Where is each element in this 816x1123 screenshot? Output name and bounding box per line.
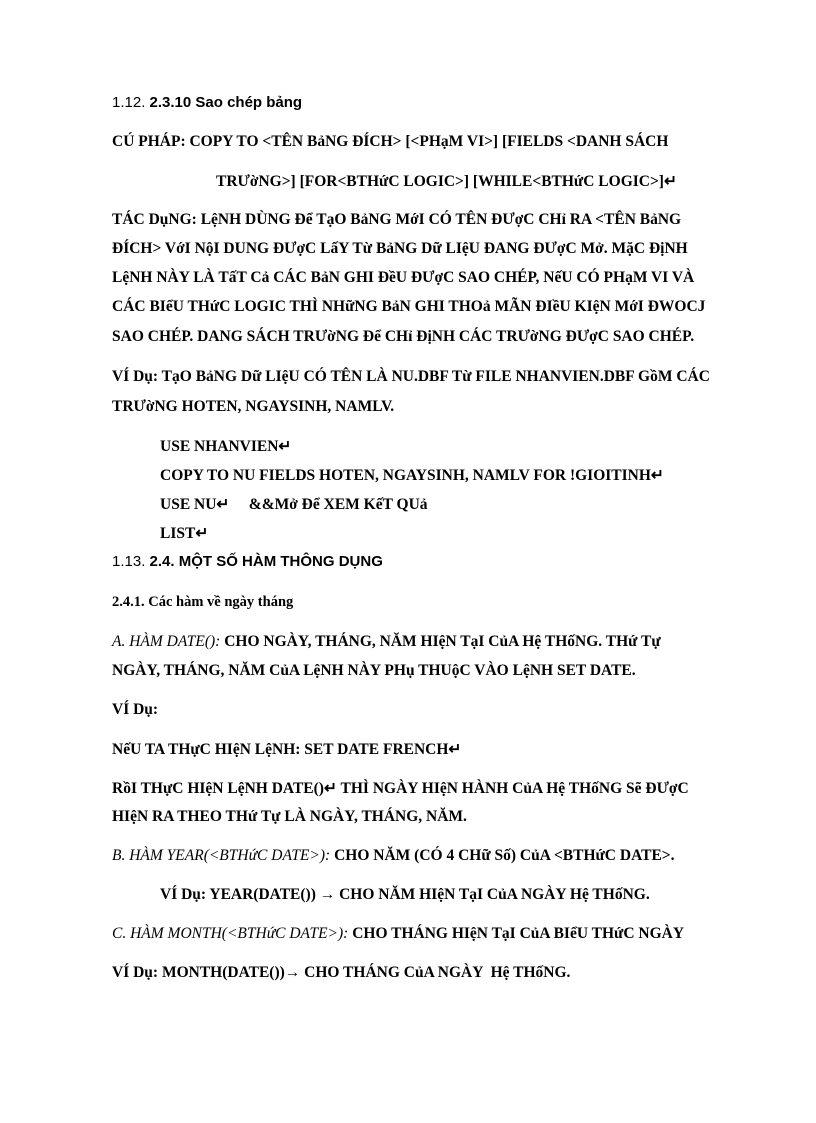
section-number: 1.12. <box>112 94 150 111</box>
code-line-1: USE NHANVIEN↵ <box>160 438 292 455</box>
year-function-label: B. HÀM YEAR(<BTHứC DATE>): <box>112 847 335 864</box>
subsection-heading: 2.4.1. Các hàm về ngày tháng <box>112 594 294 610</box>
date-function-line-1 <box>112 633 661 651</box>
effect-line-1: TÁC DụNG: LệNH DÙNG Để TạO BảNG MớI CÓ TÊN ĐƯợC CHỉ RA <TÊN BảNG <box>112 211 682 228</box>
section-title: 2.3.10 Sao chép bảng <box>149 94 303 111</box>
effect-line-4: CÁC BIểU THứC LOGIC THÌ NHữNG BảN GHI THOả MÃN ĐIềU KIệN MớI ĐWOCJ <box>112 298 706 315</box>
month-function-line <box>112 925 684 943</box>
year-example: VÍ Dụ: YEAR(DATE()) → CHO NĂM HIệN TạI CủA NGÀY Hệ THốNG. <box>160 886 650 903</box>
effect-line-5: SAO CHÉP. DANG SÁCH TRƯờNG Để CHỉ ĐịNH CÁC TRƯờNG ĐƯợC SAO CHÉP. <box>112 328 695 345</box>
syntax-line-2: TRƯờNG>] [FOR<BTHứC LOGIC>] [WHILE<BTHứC LOGIC>]↵ <box>216 173 677 190</box>
date-function-text: CHO NGÀY, THÁNG, NĂM HIệN TạI CủA Hệ THốNG. THứ Tự <box>224 633 661 650</box>
date-example-line-1: NếU TA THựC HIệN LệNH: SET DATE FRENCH↵ <box>112 741 462 758</box>
month-function-text: CHO THÁNG HIệN TạI CủA BIểU THứC NGÀY <box>352 925 685 942</box>
date-example-line-2: RồI THựC HIệN LệNH DATE()↵ THÌ NGÀY HIệN HÀNH CủA Hệ THốNG Sẽ ĐƯợC <box>112 780 689 797</box>
example-line-2: TRƯờNG HOTEN, NGAYSINH, NAMLV. <box>112 398 395 415</box>
section-heading-1-12 <box>112 94 302 112</box>
code-line-3: USE NU↵ &&Mở Để XEM KếT QUả <box>160 496 428 513</box>
effect-line-2: ĐÍCH> VớI NộI DUNG ĐƯợC LấY Từ BảNG Dữ LIệU ĐANG ĐƯợC Mở. MặC ĐịNH <box>112 240 688 257</box>
date-function-line-2: NGÀY, THÁNG, NĂM CủA LệNH NÀY PHụ THUộC VÀO LệNH SET DATE. <box>112 662 636 679</box>
example-line-1: VÍ Dụ: TạO BảNG Dữ LIệU CÓ TÊN LÀ NU.DBF Từ FILE NHANVIEN.DBF GồM CÁC <box>112 368 710 385</box>
month-function-label: C. HÀM MONTH(<BTHứC DATE>): <box>112 925 353 942</box>
year-function-line <box>112 847 675 865</box>
effect-line-3: LệNH NÀY LÀ TấT Cả CÁC BảN GHI ĐềU ĐƯợC SAO CHÉP, NếU CÓ PHạM VI VÀ <box>112 269 695 286</box>
date-function-label: A. HÀM DATE(): <box>112 633 225 650</box>
year-function-text: CHO NĂM (CÓ 4 CHữ Số) CủA <BTHứC DATE>. <box>334 847 675 864</box>
section-number: 1.13. <box>112 553 150 570</box>
code-line-4: LIST↵ <box>160 525 209 542</box>
syntax-line-1: CÚ PHÁP: COPY TO <TÊN BảNG ĐÍCH> [<PHạM VI>] [FIELDS <DANH SÁCH <box>112 133 669 150</box>
date-example-label: VÍ Dụ: <box>112 701 159 718</box>
section-title: 2.4. MỘT SỐ HÀM THÔNG DỤNG <box>149 553 383 570</box>
month-example: VÍ Dụ: MONTH(DATE())→ CHO THÁNG CủA NGÀY Hệ THốNG. <box>112 964 571 981</box>
code-line-2: COPY TO NU FIELDS HOTEN, NGAYSINH, NAMLV FOR !GIOITINH↵ <box>160 467 664 484</box>
date-example-line-3: HIệN RA THEO THứ Tự LÀ NGÀY, THÁNG, NĂM. <box>112 808 467 825</box>
section-heading-1-13 <box>112 553 383 571</box>
